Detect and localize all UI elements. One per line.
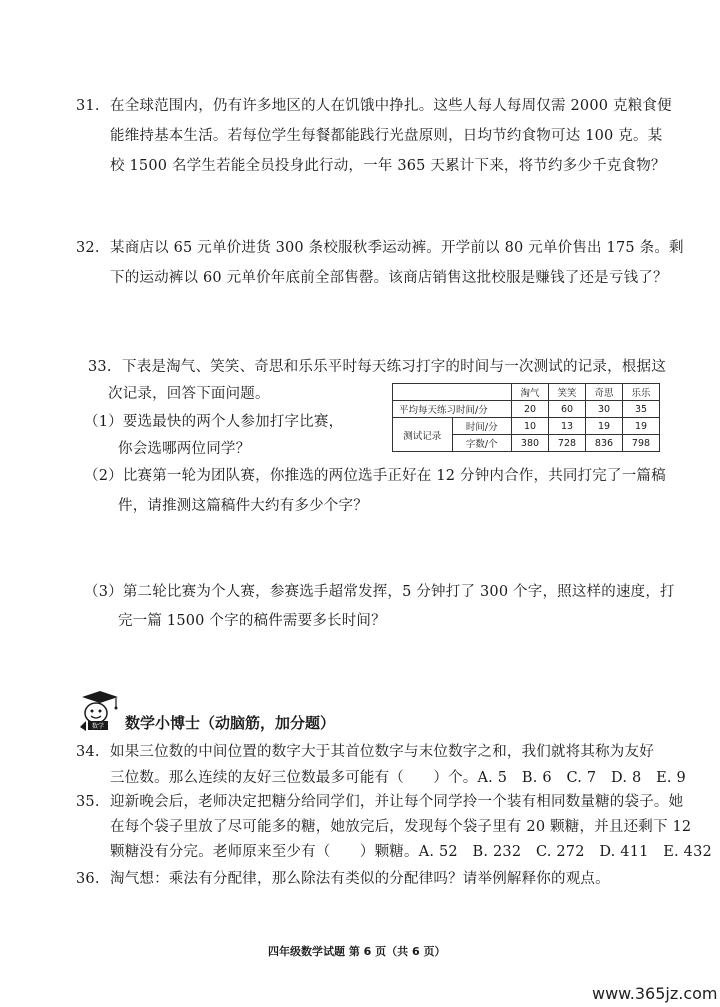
table-cell: 30 [586,401,623,418]
question-number: 34. [76,744,100,760]
watermark: www.365jz.com [592,984,718,1003]
q33-sub2-line-1: （2）比赛第一轮为团队赛，你推选的两位选手正好在 12 分钟内合作，共同打完了一篇稿 [84,468,666,484]
header-qisi: 奇思 [586,384,623,401]
table-header-row [393,384,660,401]
q33-sub3-line-2: 完一篇 1500 个字的稿件需要多长时间？ [118,613,386,629]
q33-sub2-line-2: 件，请推测这篇稿件大约有多少个字？ [118,498,368,514]
q33-sub3-line-1: （3）第二轮比赛为个人赛，参赛选手超常发挥，5 分钟打了 300 个字，照这样的速度，打 [84,584,675,600]
q34-line-2: 三位数。那么连续的友好三位数最多可能有（ ）个。A. 5 B. 6 C. 7 D. 8 E. 9 [110,770,686,786]
q33-line-1 [88,355,666,376]
table-corner-cell [393,384,512,401]
table-cell: 380 [512,435,549,452]
q34-text-1: 如果三位数的中间位置的数字大于其首位数字与末位数字之和，我们就将其称为友好 [110,744,654,760]
q32-line-2: 下的运动裤以 60 元单价年底前全部售罄。该商店销售这批校服是赚钱了还是亏钱了？ [110,270,668,286]
q32-line-1 [76,236,684,257]
question-number: 33. [88,359,112,375]
table-cell: 19 [623,418,660,435]
q33-sub1-line-2: 你会选哪两位同学？ [118,441,251,457]
table-row [393,401,660,418]
q31-line-3: 校 1500 名学生若能全员投身此行动，一年 365 天累计下来，将节约多少千克食物？ [110,158,666,174]
math-doctor-icon [74,687,120,733]
q31-line-2: 能维持基本生活。若每位学生每餐都能践行光盘原则，日均节约食物可达 100 克。某 [110,128,663,144]
row-label: 时间/分 [452,418,512,435]
table-cell: 728 [549,435,586,452]
table-cell: 60 [549,401,586,418]
icon-label: 数学 [91,723,105,730]
q31-line-1 [76,94,672,115]
q33-sub1-line-1: （1）要选最快的两个人参加打字比赛， [84,414,344,430]
question-number: 36. [76,871,100,887]
q32-text-1: 某商店以 65 元单价进货 300 条校服秋季运动裤。开学前以 80 元单价售出 175 条。剩 [110,240,684,256]
row-label: 平均每天练习时间/分 [393,401,512,418]
q35-line-1 [76,790,683,811]
table-cell: 13 [549,418,586,435]
q36-text-1: 淘气想：乘法有分配律，那么除法有类似的分配律吗？请举例解释你的观点。 [110,871,610,887]
header-lele: 乐乐 [623,384,660,401]
q35-text-1: 迎新晚会后，老师决定把糖分给同学们，并让每个同学拎一个装有相同数量糖的袋子。她 [110,794,684,810]
q34-line-1 [76,740,654,761]
question-number: 31. [76,98,100,114]
page-footer: 四年级数学试题 第 6 页（共 6 页） [268,945,446,958]
table-cell: 19 [586,418,623,435]
q33-intro-1: 下表是淘气、笑笑、奇思和乐乐平时每天练习打字的时间与一次测试的记录，根据这 [122,359,666,375]
table-row [393,418,660,435]
q31-text-1: 在全球范围内，仍有许多地区的人在饥饿中挣扎。这些人每人每周仅需 2000 克粮食便 [110,98,672,114]
group-label: 测试记录 [393,418,453,452]
header-xiaoxiao: 笑笑 [549,384,586,401]
q36-line-1 [76,867,610,888]
q33-line-2: 次记录，回答下面问题。 [108,386,270,402]
table-cell: 10 [512,418,549,435]
q35-line-3: 颗糖没有分完。老师原来至少有（ ）颗糖。A. 52 B. 232 C. 272 D. 411 E. 432 [110,844,712,860]
question-number: 32. [76,240,100,256]
row-label: 字数/个 [452,435,512,452]
q35-line-2: 在每个袋子里放了尽可能多的糖，她放完后，发现每个袋子里有 20 颗糖，并且还剩下 12 [110,819,692,835]
table-cell: 35 [623,401,660,418]
header-taoqi: 淘气 [512,384,549,401]
typing-record-table [392,383,660,452]
table-cell: 798 [623,435,660,452]
table-cell: 20 [512,401,549,418]
table-cell: 836 [586,435,623,452]
question-number: 35. [76,794,100,810]
section-title-math-expert: 数学小博士（动脑筋，加分题） [125,714,336,732]
